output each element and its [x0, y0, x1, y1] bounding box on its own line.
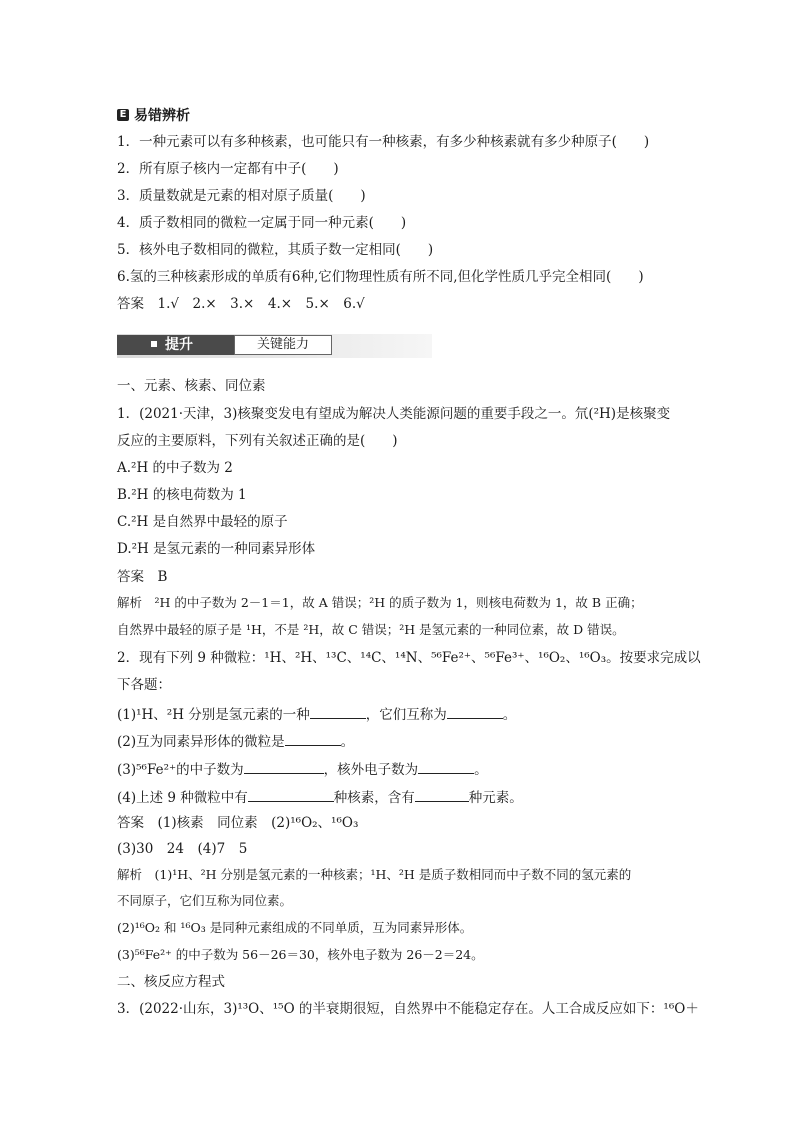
q1-stem: 反应的主要原料，下列有关叙述正确的是( ) [117, 433, 398, 449]
q2-stem: 2．现有下列 9 种微粒：¹H、²H、¹³C、¹⁴C、¹⁴N、⁵⁶Fe²⁺、⁵⁶Fe³⁺、¹⁶O₂、¹⁶O₃。按要求完成以 [117, 650, 701, 666]
banner-left-label: 提升 [165, 337, 193, 353]
answer-blank[interactable] [415, 787, 469, 802]
q2-sub1-text: 。 [502, 707, 517, 723]
q1-option: B.²H 的核电荷数为 1 [117, 487, 247, 503]
square-icon [151, 341, 157, 347]
q2-sub2-text: (2)互为同素异形体的微粒是 [117, 734, 285, 750]
judgment-item: 1．一种元素可以有多种核素，也可能只有一种核素，有多少种核素就有多少种原子( ) [117, 134, 650, 150]
q2-sub3-text: 。 [474, 762, 488, 778]
answer-blank[interactable] [285, 731, 341, 746]
q1-stem: 1．(2021·天津，3)核聚变发电有望成为解决人类能源问题的重要手段之一。氘(²H)是核聚变 [117, 406, 671, 422]
part2-title: 二、核反应方程式 [117, 974, 225, 990]
answer-blank[interactable] [244, 759, 324, 774]
q2-answer: 答案 (1)核素 同位素 (2)¹⁶O₂、¹⁶O₃ [117, 815, 359, 831]
banner-right: 关键能力 [234, 335, 332, 355]
q1-answer: 答案 B [117, 569, 168, 585]
banner-left [117, 335, 234, 355]
section-heading [117, 105, 190, 125]
answer-blank[interactable] [418, 759, 474, 774]
q2-sub1 [117, 704, 516, 724]
judgment-item: 6.氢的三种核素形成的单质有6种,它们物理性质有所不同,但化学性质几乎完全相同( ) [117, 269, 644, 285]
q2-sub3 [117, 759, 488, 779]
judgment-answer: 答案 1.√ 2.× 3.× 4.× 5.× 6.√ [117, 296, 365, 312]
q2-analysis: (3)⁵⁶Fe²⁺ 的中子数为 56－26＝30，核外电子数为 26－2＝24。 [117, 947, 484, 962]
q1-option: C.²H 是自然界中最轻的原子 [117, 514, 288, 530]
q2-sub3-text: ，核外电子数为 [323, 762, 419, 778]
section-banner [117, 334, 432, 358]
judgment-item: 3．质量数就是元素的相对原子质量( ) [117, 188, 366, 204]
q2-sub4 [117, 787, 523, 807]
q1-option: D.²H 是氢元素的一种同素异形体 [117, 541, 316, 557]
e-section-icon: E [117, 109, 129, 121]
q1-analysis: 自然界中最轻的原子是 ¹H，不是 ²H，故 C 错误；²H 是氢元素的一种同位素，故 D 错误。 [117, 622, 625, 637]
q2-sub2 [117, 731, 354, 751]
q2-sub3-text: (3)⁵⁶Fe²⁺的中子数为 [117, 762, 244, 778]
part1-title: 一、元素、核素、同位素 [117, 378, 266, 394]
q2-analysis: 解析 (1)¹H、²H 分别是氢元素的一种核素；¹H、²H 是质子数相同而中子数不同的氢元素的 [117, 867, 632, 882]
q2-sub2-text: 。 [340, 734, 355, 750]
answer-blank[interactable] [310, 704, 366, 719]
q3-stem: 3．(2022·山东，3)¹³O、¹⁵O 的半衰期很短，自然界中不能稳定存在。人工合成反应如下：¹⁶O＋ [117, 1001, 699, 1017]
judgment-item: 4．质子数相同的微粒一定属于同一种元素( ) [117, 215, 407, 231]
judgment-item: 2．所有原子核内一定都有中子( ) [117, 161, 339, 177]
q2-sub4-text: (4)上述 9 种微粒中有 [117, 790, 248, 806]
answer-blank[interactable] [447, 704, 503, 719]
q1-analysis: 解析 ²H 的中子数为 2－1＝1，故 A 错误；²H 的质子数为 1，则核电荷数为 1，故 B 正确； [117, 595, 643, 610]
q2-analysis: (2)¹⁶O₂ 和 ¹⁶O₃ 是同种元素组成的不同单质，互为同素异形体。 [117, 920, 473, 935]
q1-option: A.²H 的中子数为 2 [117, 460, 233, 476]
q2-analysis: 不同原子，它们互称为同位素。 [117, 893, 293, 908]
section-title: 易错辨析 [134, 108, 190, 124]
q2-sub4-text: 种元素。 [468, 790, 523, 806]
q2-sub1-text: ，它们互称为 [365, 707, 447, 723]
q2-sub1-text: (1)¹H、²H 分别是氢元素的一种 [117, 707, 310, 723]
q2-answer: (3)30 24 (4)7 5 [117, 841, 248, 857]
q2-stem: 下各题： [117, 677, 171, 693]
judgment-item: 5．核外电子数相同的微粒，其质子数一定相同( ) [117, 242, 434, 258]
answer-blank[interactable] [248, 787, 334, 802]
q2-sub4-text: 种核素，含有 [333, 790, 415, 806]
